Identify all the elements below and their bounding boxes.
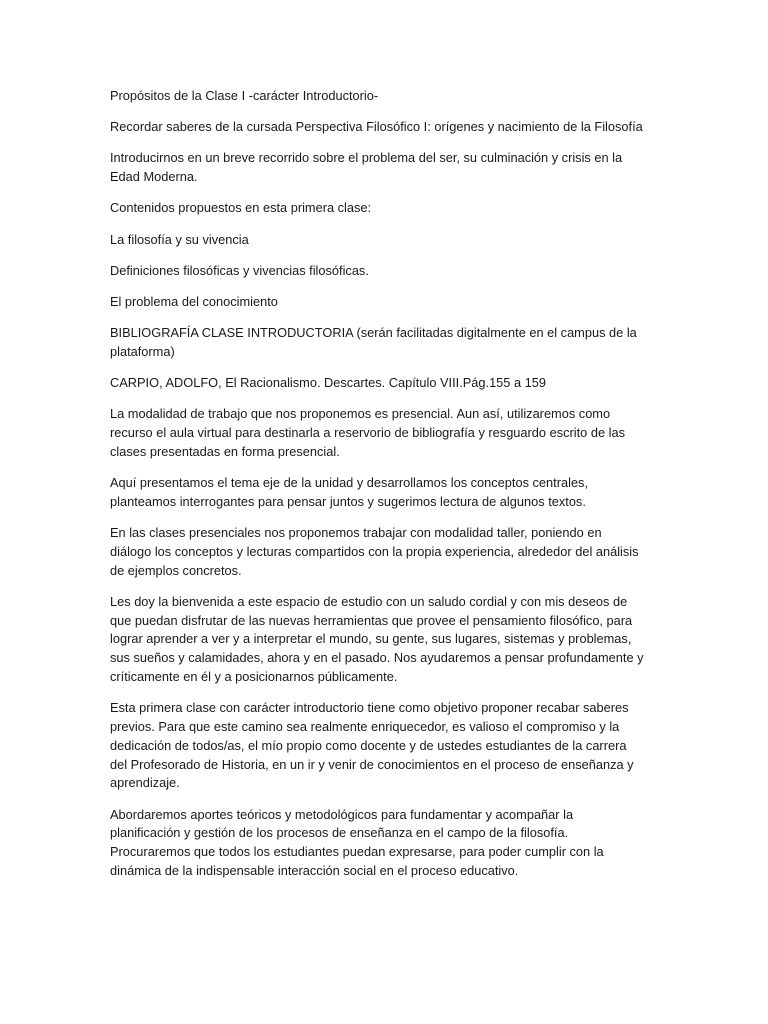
objective-introduce-paragraph: Introducirnos en un breve recorrido sobre el problema del ser, su culminación y crisis en la Edad Moderna. <box>110 150 623 185</box>
class-purposes-heading: Propósitos de la Clase I -carácter Introductorio- <box>110 88 379 103</box>
objective-recall-paragraph: Recordar saberes de la cursada Perspectiva Filosófico I: orígenes y nacimiento de la Filosofía <box>110 119 643 135</box>
content-item-definitions: Definiciones filosóficas y vivencias filosóficas. <box>110 262 369 278</box>
work-modality-paragraph: La modalidad de trabajo que nos proponemos es presencial. Aun así, utilizaremos como recurso el aula virtual para destinarla a reservorio de bibliografía y resguardo escrito de las clases presentadas en forma presencial. <box>110 406 625 459</box>
content-item-knowledge-problem: El problema del conocimiento <box>110 293 278 309</box>
content-item-philosophy-experience: La filosofía y su vivencia <box>110 231 249 247</box>
bibliography-entry: CARPIO, ADOLFO, El Racionalismo. Descartes. Capítulo VIII.Pág.155 a 159 <box>110 375 547 391</box>
central-concepts-paragraph: Aquí presentamos el tema eje de la unidad y desarrollamos los conceptos centrales, planteamos interrogantes para pensar juntos y sugerimos lectura de algunos textos. <box>110 475 589 509</box>
document-page <box>110 87 645 893</box>
introductory-objective-paragraph: Esta primera clase con carácter introductorio tiene como objetivo proponer recabar saberes previos. Para que este camino sea realmente enriquecedor, es valioso el compromiso y la dedicación de todos/as, el mío propio como docente y de ustedes estudiantes de la carrera del Profesorado de Historia, en un ir y venir de conocimientos en el proceso de enseñanza y aprendizaje. <box>110 700 634 791</box>
contents-heading: Contenidos propuestos en esta primera clase: <box>110 200 372 216</box>
welcome-paragraph: Les doy la bienvenida a este espacio de estudio con un saludo cordial y con mis deseos de que puedan disfrutar de las nuevas herramientas que provee el pensamiento filosófico, para lograr aprender a ver y a interpretar el mundo, su gente, sus lugares, sistemas y problemas, sus sueños y calamidades, ahora y en el pasado. Nos ayudaremos a pensar profundamente y críticamente en él y a posicionarnos públicamente. <box>110 593 644 685</box>
theoretical-contributions-paragraph: Abordaremos aportes teóricos y metodológicos para fundamentar y acompañar la planificación y gestión de los procesos de enseñanza en el campo de la filosofía. Procuraremos que todos los estudiantes puedan expresarse, para poder cumplir con la dinámica de la indispensable interacción social en el proceso educativo. <box>110 806 604 878</box>
workshop-modality-paragraph: En las clases presenciales nos proponemos trabajar con modalidad taller, poniendo en diálogo los conceptos y lecturas compartidos con la propia experiencia, alrededor del análisis de ejemplos concretos. <box>110 525 639 578</box>
bibliography-heading: BIBLIOGRAFÍA CLASE INTRODUCTORIA (serán facilitadas digitalmente en el campus de la plataforma) <box>110 325 637 359</box>
